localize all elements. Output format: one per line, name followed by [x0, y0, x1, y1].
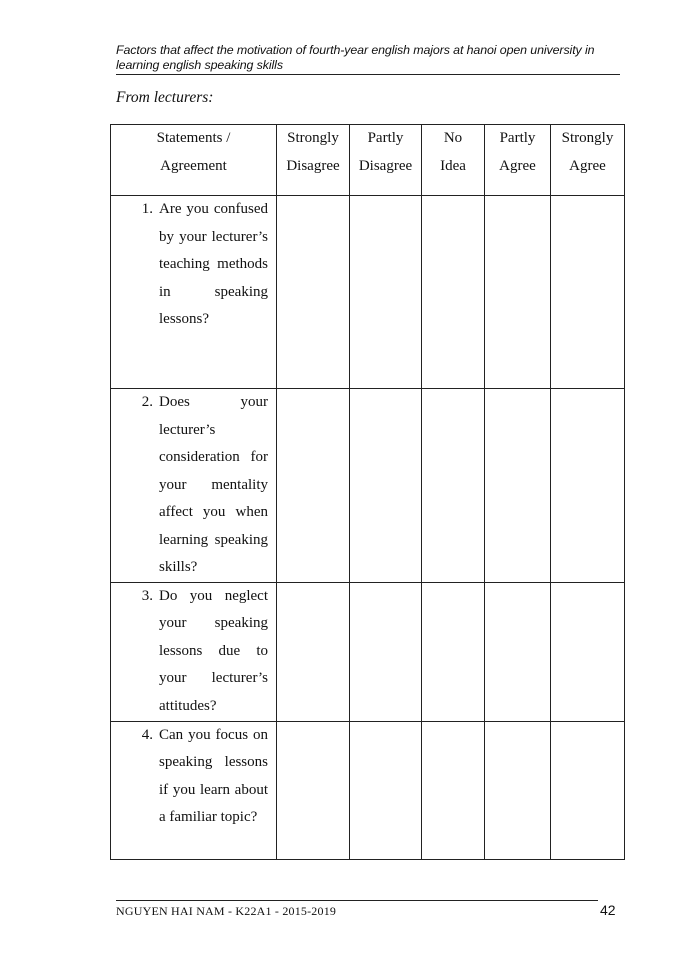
- response-cell-no-idea[interactable]: [422, 389, 485, 583]
- response-cell-partly-agree[interactable]: [485, 721, 551, 859]
- running-header: Factors that affect the motivation of fourth-year english majors at hanoi open university in learning english speaking skills: [116, 43, 620, 75]
- column-header-line: Partly: [499, 130, 536, 146]
- survey-table: [110, 124, 625, 860]
- response-cell-no-idea[interactable]: [422, 196, 485, 389]
- column-header-line: No: [443, 130, 463, 146]
- column-header-line: Strongly: [561, 130, 614, 146]
- column-header-line: Idea: [440, 157, 466, 174]
- footer-author-line: NGUYEN HAI NAM - K22A1 - 2015-2019: [116, 904, 337, 918]
- question-number: 1.: [141, 201, 153, 217]
- column-header-line: Strongly: [287, 130, 339, 146]
- statement-cell: [111, 196, 277, 389]
- column-header-line: Agree: [499, 157, 536, 174]
- response-cell-strongly-disagree[interactable]: [277, 389, 350, 583]
- response-cell-strongly-agree[interactable]: [551, 389, 625, 583]
- response-cell-strongly-disagree[interactable]: [277, 196, 350, 389]
- table-header-row: [111, 125, 625, 196]
- response-cell-partly-agree[interactable]: [485, 582, 551, 721]
- question-text: Does your lecturer’s consideration for your mentality affect you when learning speaking skills?: [159, 394, 268, 575]
- page-number: 42: [600, 902, 616, 918]
- response-cell-partly-disagree[interactable]: [350, 196, 422, 389]
- column-header-strongly-disagree: [277, 125, 350, 196]
- column-header-no-idea: [422, 125, 485, 196]
- statement-cell: [111, 721, 277, 859]
- column-header-line: Agreement: [160, 157, 227, 174]
- question-text: Do you neglect your speaking lessons due to your lecturer’s attitudes?: [159, 587, 268, 714]
- column-header-strongly-agree: [551, 125, 625, 196]
- response-cell-partly-disagree[interactable]: [350, 721, 422, 859]
- response-cell-strongly-disagree[interactable]: [277, 582, 350, 721]
- response-cell-partly-agree[interactable]: [485, 389, 551, 583]
- response-cell-partly-disagree[interactable]: [350, 582, 422, 721]
- column-header-line: Partly: [367, 130, 404, 146]
- response-cell-partly-agree[interactable]: [485, 196, 551, 389]
- column-header-line: Agree: [569, 157, 606, 174]
- question-text: Can you focus on speaking lessons if you learn about a familiar topic?: [159, 726, 268, 825]
- response-cell-strongly-agree[interactable]: [551, 196, 625, 389]
- column-header-statements: [111, 125, 277, 196]
- response-cell-strongly-disagree[interactable]: [277, 721, 350, 859]
- response-cell-no-idea[interactable]: [422, 582, 485, 721]
- section-heading: From lecturers:: [116, 89, 214, 106]
- footer-divider: [116, 900, 598, 901]
- table-row: [111, 389, 625, 583]
- response-cell-strongly-agree[interactable]: [551, 721, 625, 859]
- statement-cell: [111, 582, 277, 721]
- column-header-line: Disagree: [286, 157, 340, 174]
- column-header-line: Disagree: [358, 157, 413, 174]
- column-header-partly-agree: [485, 125, 551, 196]
- question-number: 3.: [141, 587, 153, 604]
- question-number: 2.: [141, 394, 153, 410]
- response-cell-partly-disagree[interactable]: [350, 389, 422, 583]
- question-text: Are you confused by your lecturer’s teaching methods in speaking lessons?: [159, 201, 268, 327]
- column-header-line: Statements /: [156, 130, 231, 146]
- response-cell-strongly-agree[interactable]: [551, 582, 625, 721]
- question-number: 4.: [141, 726, 153, 743]
- statement-cell: [111, 389, 277, 583]
- table-row: [111, 196, 625, 389]
- column-header-partly-disagree: [350, 125, 422, 196]
- table-row: [111, 582, 625, 721]
- response-cell-no-idea[interactable]: [422, 721, 485, 859]
- table-row: [111, 721, 625, 859]
